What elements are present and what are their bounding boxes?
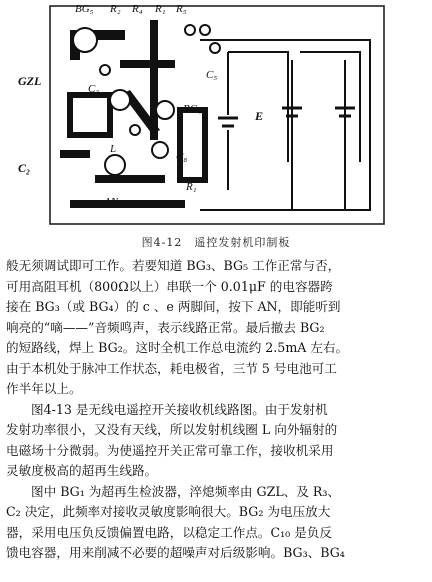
line: 图4-13 是无线电遥控开关接收机线路图。由于发射机 bbox=[31, 401, 328, 417]
line: 接在 BG₃（或 BG₄）的 c 、e 两脚间，按下 AN，即能听到 bbox=[6, 299, 341, 314]
pads bbox=[73, 25, 220, 175]
label-r1-top: R₁ bbox=[155, 3, 166, 15]
label-c2: C₂ bbox=[18, 161, 31, 175]
line: 图中 BG₁ 为超再生检波器，淬熄频率由 GZL、及 R₃、 bbox=[31, 483, 341, 499]
label-an: AN bbox=[104, 196, 119, 208]
pcb-drawing bbox=[0, 0, 432, 232]
label-r5: R₅ bbox=[176, 3, 187, 15]
line: 般无须调试即可工作。若要知道 BG₃、BG₅ 工作正常与否， bbox=[6, 258, 341, 273]
battery-symbols bbox=[218, 108, 355, 126]
line: 的短路线，焊上 BG₂。这时全机工作总电流约 2.5mA 左右。 bbox=[6, 340, 349, 355]
line: 灵敏度极高的超再生线路。 bbox=[6, 463, 158, 478]
line: 电磁场十分微弱。为使遥控开关正常可靠工作，接收机采用 bbox=[6, 442, 334, 458]
line: 可用高阻耳机（800Ω以上）串联一个 0.01μF 的电容器跨 bbox=[6, 278, 333, 294]
label-c5: C₅ bbox=[206, 69, 218, 81]
label-r1: R₁ bbox=[186, 181, 197, 193]
line: 发射功率很小，又没有天线，所以发射机线圈 L 向外辐射的 bbox=[6, 422, 338, 437]
body-text bbox=[6, 256, 430, 564]
line: 馈电容器，用来削减不必要的超噪声对后级影响。BG₃、BG₄ bbox=[6, 545, 345, 560]
label-gzl: GZL bbox=[18, 74, 42, 88]
label-e: E bbox=[255, 109, 264, 123]
line: 作半年以上。 bbox=[6, 381, 82, 396]
figure-caption: 图4-12 遥控发射机印制板 bbox=[141, 236, 291, 249]
label-c8: C₈ bbox=[176, 151, 188, 163]
line: 由于本机处于脉冲工作状态，耗电极省，三节 5 号电池可工 bbox=[6, 360, 337, 376]
label-bg4: BG₄ bbox=[183, 103, 202, 115]
label-r2: R₂ bbox=[110, 3, 121, 15]
label-r4: R₄ bbox=[132, 3, 143, 15]
label-bg5: BG₅ bbox=[75, 3, 94, 15]
label-c3: C₃ bbox=[88, 83, 100, 95]
label-l: L bbox=[110, 143, 117, 155]
line: 器，采用电压负反馈偏置电路，以稳定工作点。C₁₀ 是负反 bbox=[6, 524, 332, 540]
pcb-figure bbox=[0, 0, 432, 232]
line: 响亮的“嘀——”音频鸣声，表示线路正常。最后撤去 BG₂ bbox=[6, 319, 325, 335]
line: C₂ 决定，此频率对接收灵敏度影响很大。BG₂ 为电压放大 bbox=[6, 504, 331, 519]
